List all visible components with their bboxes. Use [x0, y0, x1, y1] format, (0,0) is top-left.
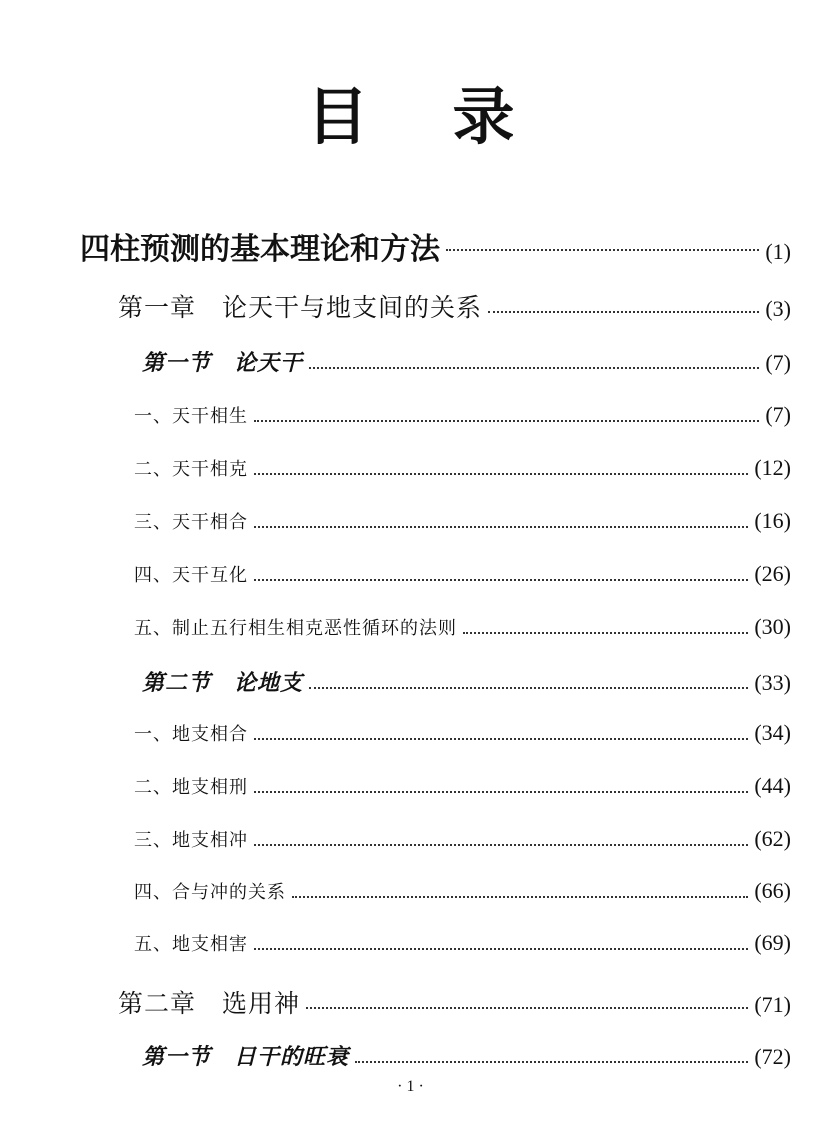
- dot-leader: [254, 579, 748, 581]
- toc-item[interactable]: [134, 402, 791, 428]
- toc-item-label: 一、天干相生: [134, 406, 248, 427]
- dot-leader: [306, 1007, 748, 1009]
- toc-item-label: 一、地支相合: [134, 724, 248, 745]
- toc-part-page: (1): [765, 239, 791, 264]
- toc-section-3-page: (72): [754, 1044, 791, 1069]
- toc-item-page: (44): [754, 773, 791, 798]
- toc-item[interactable]: [134, 508, 791, 534]
- dot-leader: [254, 738, 748, 740]
- toc-item-page: (69): [754, 930, 791, 955]
- toc-item-label: 五、制止五行相生相克恶性循环的法则: [134, 618, 457, 639]
- toc-item-page: (66): [754, 878, 791, 903]
- toc-item-label: 四、合与冲的关系: [134, 882, 286, 903]
- toc-item[interactable]: [134, 614, 791, 640]
- dot-leader: [488, 311, 759, 313]
- title-char-2: 录: [452, 80, 515, 153]
- toc-item-page: (16): [754, 508, 791, 533]
- toc-part[interactable]: [80, 224, 791, 267]
- dot-leader: [292, 896, 748, 898]
- toc-section-2-page: (33): [754, 670, 791, 695]
- toc-item-page: (7): [765, 402, 791, 427]
- toc-chapter-1[interactable]: [118, 288, 791, 324]
- dot-leader: [254, 473, 748, 475]
- toc-item[interactable]: [134, 720, 791, 746]
- toc-section-1-page: (7): [765, 350, 791, 375]
- toc-chapter-2[interactable]: [118, 984, 791, 1020]
- toc-item[interactable]: [134, 930, 791, 956]
- toc-item-page: (30): [754, 614, 791, 639]
- toc-chapter-1-page: (3): [765, 296, 791, 321]
- toc-section-1[interactable]: [142, 346, 791, 377]
- toc-section-2-label: 第二节 论地支: [142, 670, 304, 696]
- toc-item[interactable]: [134, 773, 791, 799]
- toc-section-3[interactable]: [142, 1040, 791, 1071]
- dot-leader: [254, 420, 759, 422]
- toc-chapter-2-page: (71): [754, 992, 791, 1017]
- toc-section-1-label: 第一节 论天干: [142, 350, 304, 376]
- toc-item-page: (12): [754, 455, 791, 480]
- page-title: [0, 82, 821, 152]
- page-number: · 1 ·: [397, 1078, 424, 1095]
- toc-item-label: 三、天干相合: [134, 512, 248, 533]
- toc-part-label: 四柱预测的基本理论和方法: [80, 232, 440, 267]
- toc-item[interactable]: [134, 878, 791, 904]
- toc-item-page: (26): [754, 561, 791, 586]
- toc-item[interactable]: [134, 455, 791, 481]
- dot-leader: [309, 687, 748, 689]
- dot-leader: [355, 1061, 748, 1063]
- toc-item-label: 二、天干相克: [134, 459, 248, 480]
- toc-item-label: 二、地支相刑: [134, 777, 248, 798]
- dot-leader: [309, 367, 759, 369]
- toc-item-label: 四、天干互化: [134, 565, 248, 586]
- toc-item-page: (34): [754, 720, 791, 745]
- toc-chapter-2-label: 第二章 选用神: [118, 989, 301, 1018]
- toc-section-2[interactable]: [142, 666, 791, 697]
- dot-leader: [254, 844, 748, 846]
- dot-leader: [446, 249, 759, 251]
- toc-item[interactable]: [134, 826, 791, 852]
- toc-item-label: 三、地支相冲: [134, 830, 248, 851]
- toc-item[interactable]: [134, 561, 791, 587]
- dot-leader: [463, 632, 748, 634]
- toc-chapter-1-label: 第一章 论天干与地支间的关系: [118, 293, 483, 322]
- toc-item-page: (62): [754, 826, 791, 851]
- toc-item-label: 五、地支相害: [134, 934, 248, 955]
- dot-leader: [254, 526, 748, 528]
- dot-leader: [254, 791, 748, 793]
- toc-section-3-label: 第一节 日干的旺衰: [142, 1044, 350, 1070]
- dot-leader: [254, 948, 748, 950]
- title-char-1: 目: [306, 80, 369, 153]
